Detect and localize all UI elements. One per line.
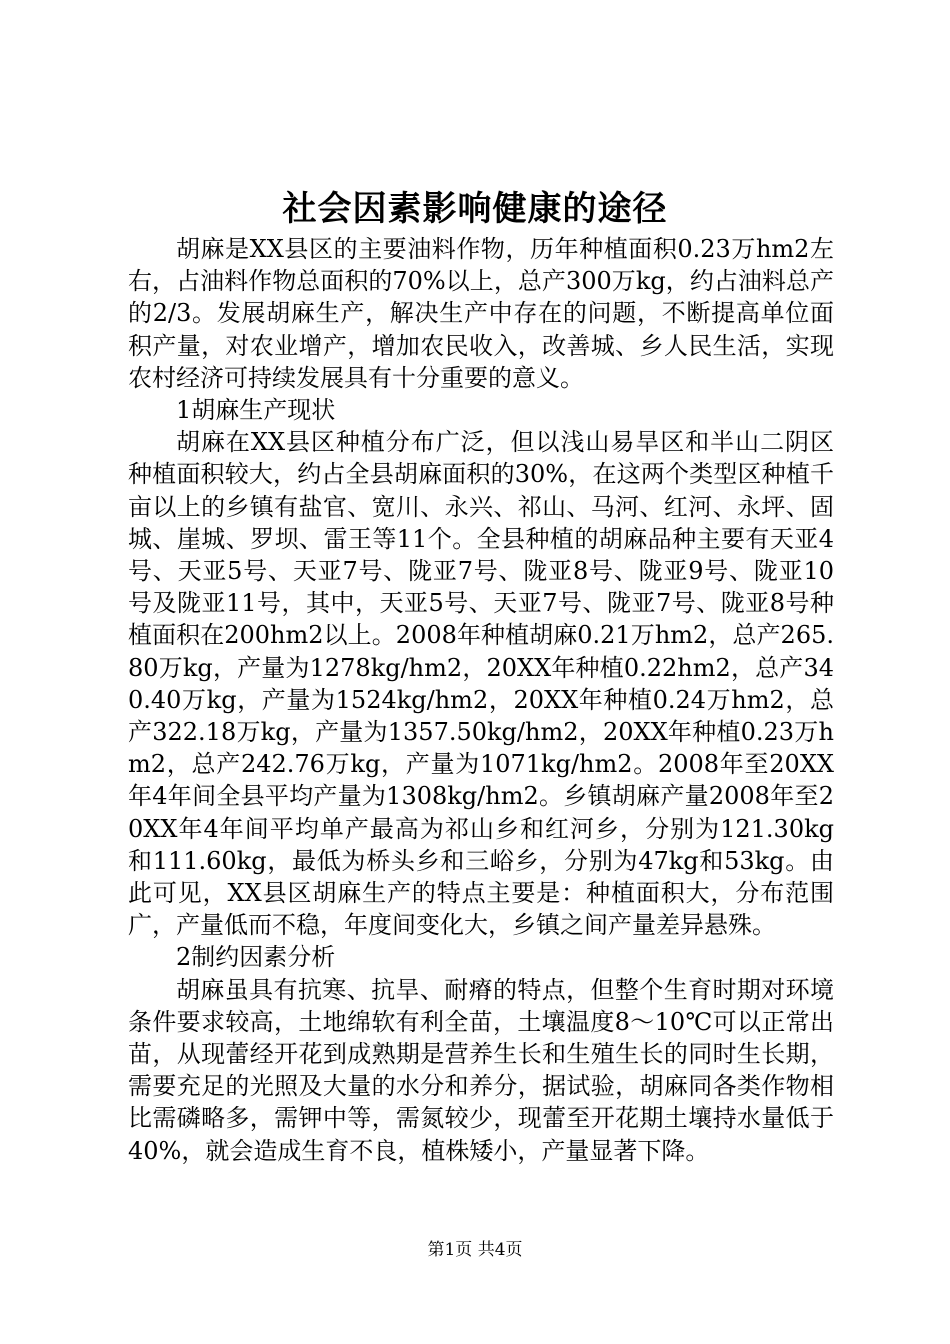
section-heading-constraint-analysis: 2制约因素分析: [176, 943, 336, 972]
section-heading-production-status: 1胡麻生产现状: [176, 396, 336, 425]
document-body: [128, 233, 834, 1167]
constraint-analysis-paragraph: 胡麻虽具有抗寒、抗旱、耐瘠的特点，但整个生育时期对环境条件要求较高，土地绵软有利全苗，土壤温度8～10℃可以正常出苗，从现蕾经开花到成熟期是营养生长和生殖生长的同时生长期，需要充足的光照及大量的水分和养分，据试验，胡麻同各类作物相比需磷略多，需钾中等，需氮较少，现蕾至开花期土壤持水量低于40%，就会造成生育不良，植株矮小，产量显著下降。: [128, 975, 834, 1165]
document-title: 社会因素影响健康的途径: [282, 189, 668, 229]
intro-paragraph: 胡麻是XX县区的主要油料作物，历年种植面积0.23万hm2左右，占油料作物总面积的70%以上，总产300万kg，约占油料总产的2/3。发展胡麻生产，解决生产中存在的问题，不断提高单位面积产量，对农业增产，增加农民收入，改善城、乡人民生活，实现农村经济可持续发展具有十分重要的意义。: [128, 235, 834, 392]
page-number-footer: 第1页 共4页: [427, 1240, 523, 1260]
production-status-paragraph: 胡麻在XX县区种植分布广泛，但以浅山易旱区和半山二阴区种植面积较大，约占全县胡麻面积的30%，在这两个类型区种植千亩以上的乡镇有盐官、宽川、永兴、祁山、马河、红河、永坪、固城、崖城、罗坝、雷王等11个。全县种植的胡麻品种主要有天亚4号、天亚5号、天亚7号、陇亚7号、陇亚8号、陇亚9号、陇亚10号及陇亚11号，其中，天亚5号、天亚7号、陇亚7号、陇亚8号种植面积在200hm2以上。2008年种植胡麻0.21万hm2，总产265.80万kg，产量为1278kg/hm2，20XX年种植0.22hm2，总产340.40万kg，产量为1524kg/hm2，20XX年种植0.24万hm2，总产322.18万kg，产量为1357.50kg/hm2，20XX年种植0.23万hm2，总产242.76万kg，产量为1071kg/hm2。2008年至20XX年4年间全县平均产量为1308kg/hm2。乡镇胡麻产量2008年至20XX年4年间平均单产最高为祁山乡和红河乡，分别为121.30kg和111.60kg，最低为桥头乡和三峪乡，分别为47kg和53kg。由此可见，XX县区胡麻生产的特点主要是：种植面积大，分布范围广，产量低而不稳，年度间变化大，乡镇之间产量差异悬殊。: [128, 428, 834, 940]
